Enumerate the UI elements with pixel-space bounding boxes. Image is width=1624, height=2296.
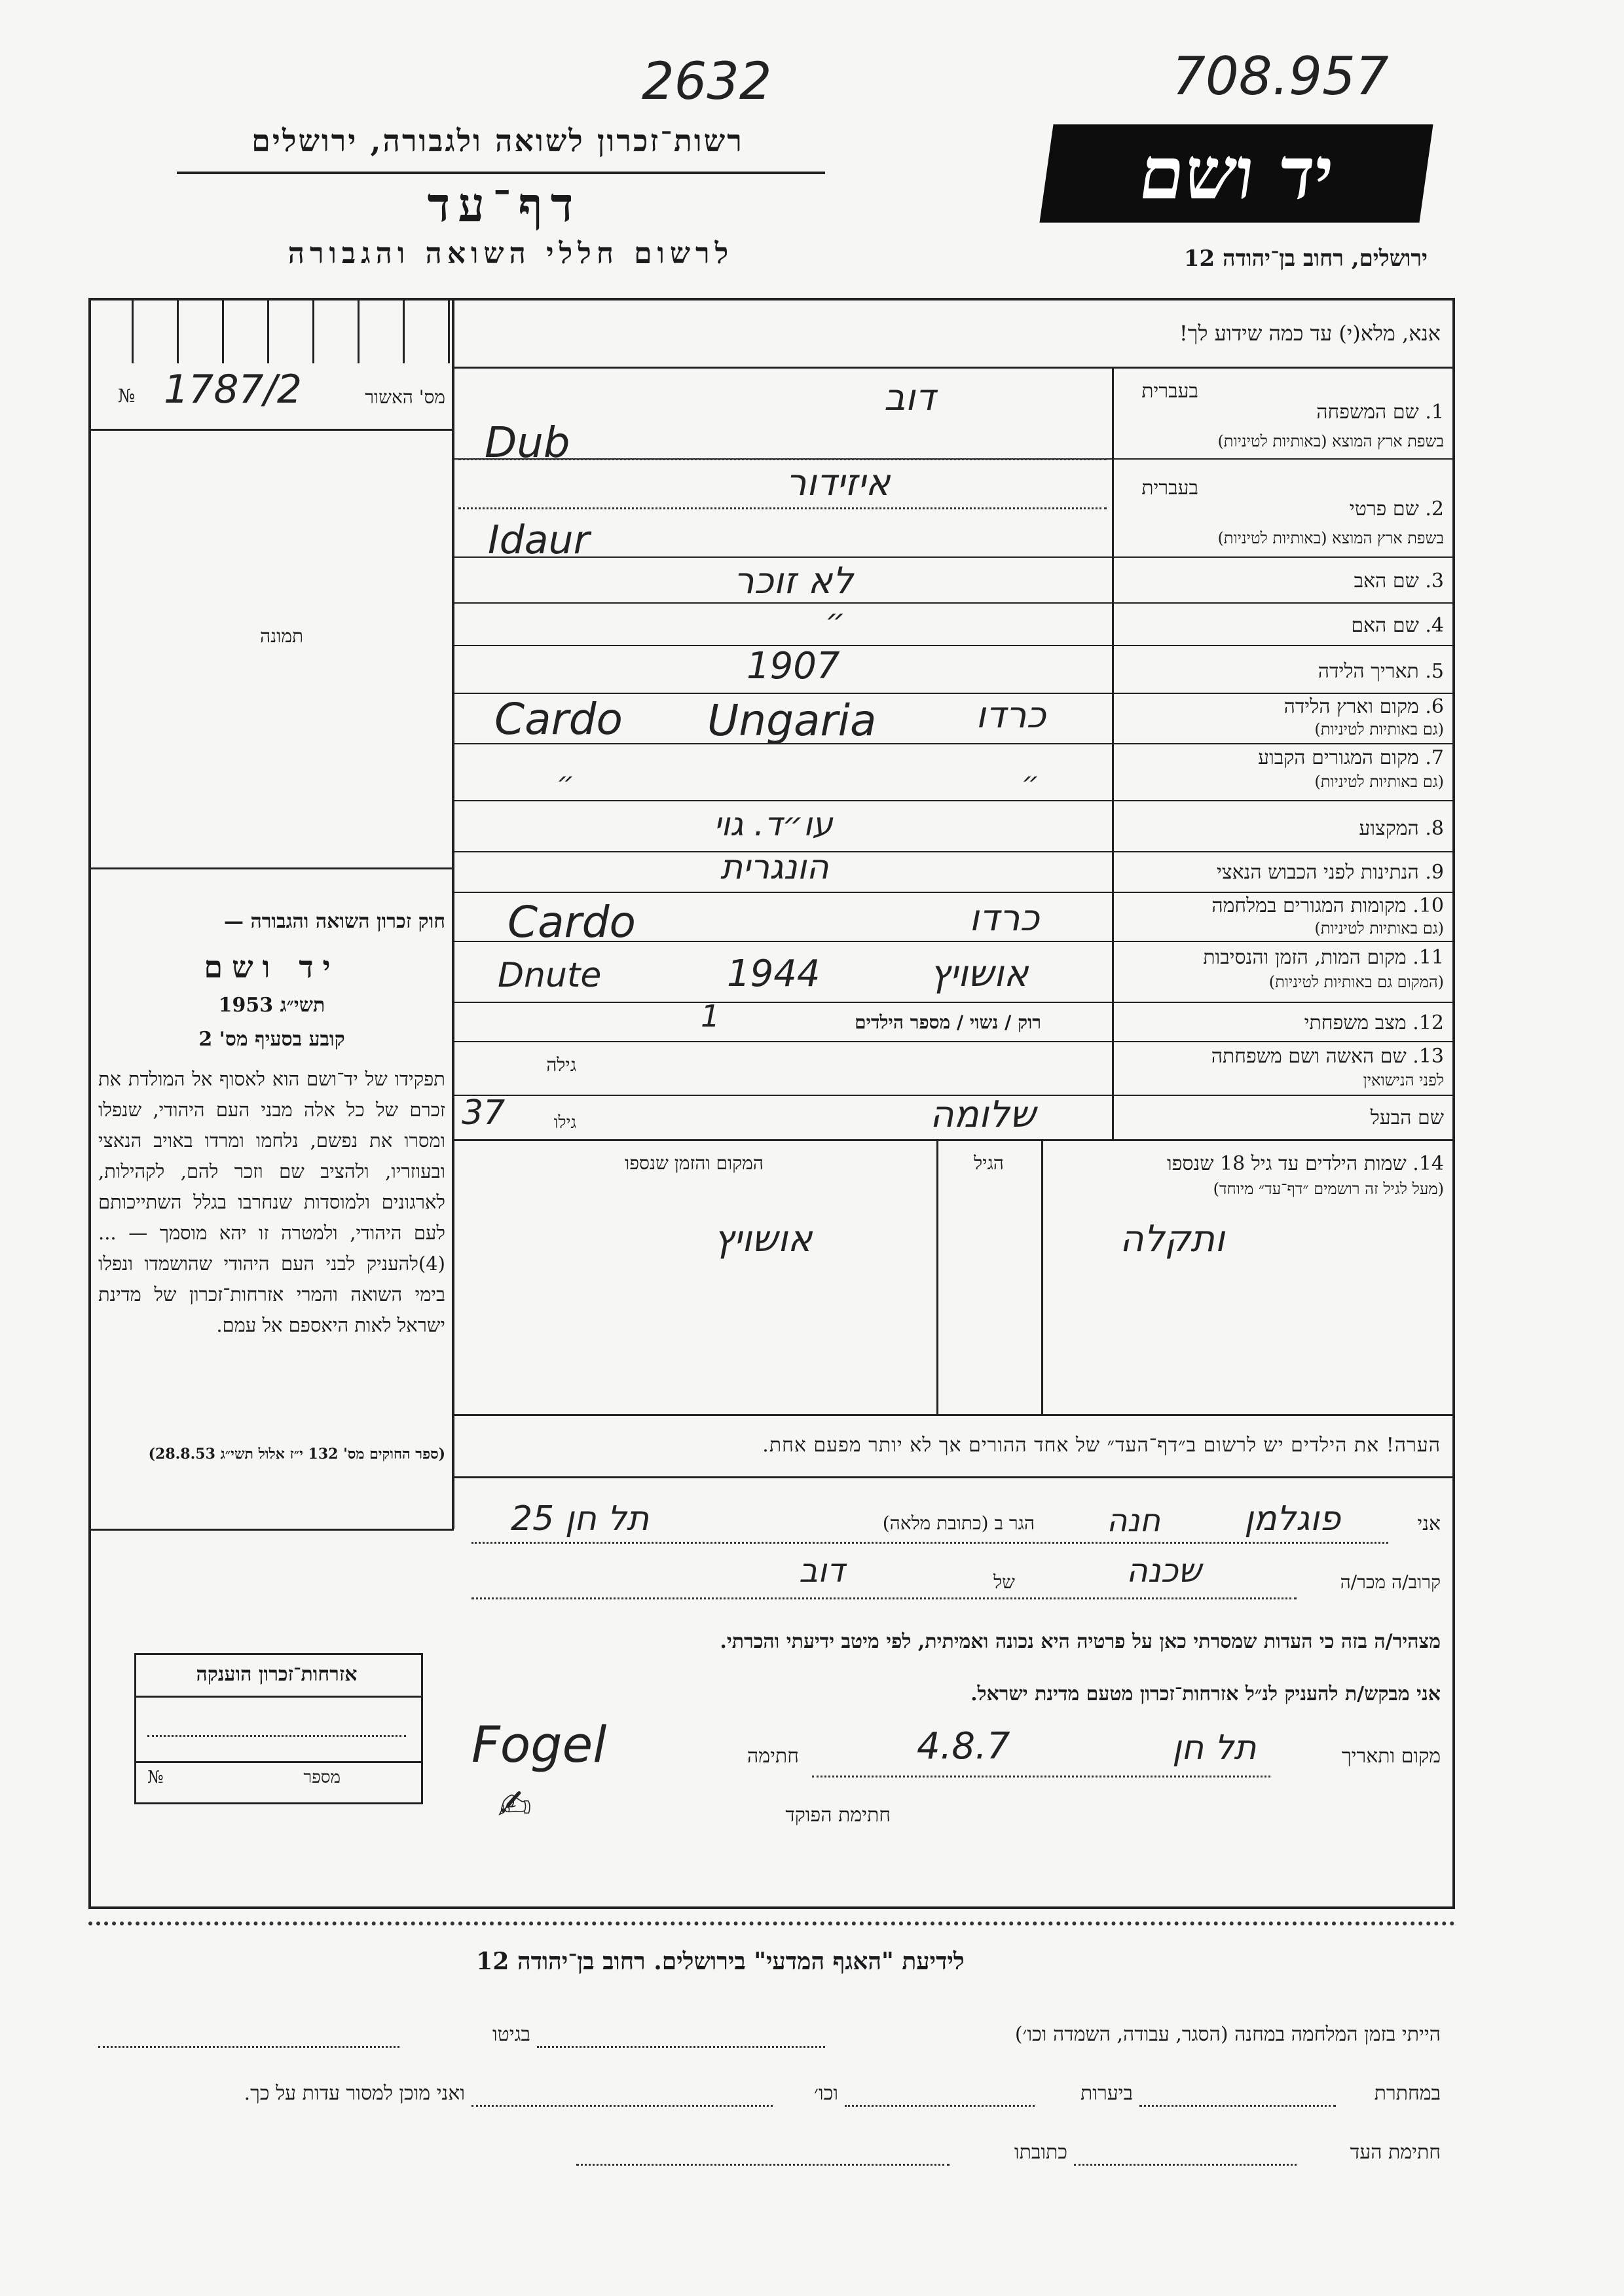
row-rule-11	[452, 1002, 1454, 1003]
row-rule-8	[452, 851, 1454, 852]
address-label: הגר ב (כתובת מלאה)	[882, 1512, 1035, 1534]
row3-label: שם האב	[1354, 570, 1419, 592]
row2-hebrew-tag: בעברית	[1141, 477, 1198, 500]
row-rule-12	[452, 1041, 1454, 1042]
row11-label: מקום המות, הזמן והנסיבות	[1203, 946, 1407, 969]
header-rule	[177, 172, 825, 174]
form-left-border	[88, 298, 91, 1908]
declaration-request: אני מבקש/ת להעניק לנ״ל אזרחות־זכרון מטעם מדינת ישראל.	[970, 1683, 1441, 1705]
certificate-title-rule	[134, 1696, 421, 1698]
left-column-bottom-rule	[88, 1529, 454, 1531]
row4-label-wrap	[1153, 614, 1444, 637]
row14-sub-label: (מעל לגיל זה רושמים ״דף־עד״ מיוחד)	[1213, 1180, 1444, 1198]
notice-underground-line	[1139, 2105, 1336, 2107]
row3-number: 3.	[1425, 570, 1444, 592]
law-body: תפקידו של יד־ושם הוא לאסוף אל המולדת את זכרם של כל אלה מבני העם היהודי, שנפלו ומסרו את נפשם, נלחמו ומרדו באויב הנאצי ובעוזריו, ולהציב שם וזכר להם, לקהילות, לארגונים ולמוסדות שנחרבו בגלל השתייכותם לעם היהודי, ולמטרה זו יהא מוסמך — ...(4)להעניק לבני העם היהודי שהושמדו ונפלו בימי השואה והמרי אזרחות־זכרון של מדינת ישראל לאות היאספם אל עמם.	[98, 1068, 445, 1336]
children-age-divider	[1041, 1139, 1043, 1414]
reference-number: 708.957	[1172, 46, 1389, 107]
row12-label: מצב משפחתי	[1304, 1011, 1407, 1034]
law-name: יד ושם	[204, 949, 340, 985]
row10-sub-label: (גם באותיות לטיניות)	[1314, 919, 1444, 938]
relation-value: שכנה	[1126, 1552, 1202, 1590]
wartime-residence-latin: Cardo	[507, 897, 636, 947]
row5-label-wrap	[1153, 660, 1444, 683]
marital-status-options: רוק / נשוי / מספר הילדים	[855, 1011, 1041, 1033]
form-right-border	[1452, 298, 1455, 1908]
officer-signature-label: חתימת הפוקד	[785, 1804, 891, 1827]
signature-value: Fogel	[471, 1715, 607, 1774]
declarant-surname: פוגלמן	[1244, 1499, 1341, 1539]
yad-vashem-logo: יד ושם	[1039, 124, 1433, 223]
declarant-prefix: אני	[1417, 1512, 1441, 1535]
birth-place-hebrew-value: כרדו	[976, 694, 1046, 737]
form-subtitle: לרשום חללי השואה והגבורה	[287, 237, 734, 270]
form-title: דף־עד	[427, 177, 581, 232]
mother-name-value: ״	[825, 602, 845, 639]
row1-sub-label: בשפת ארץ המוצא (באותיות לטיניות)	[1217, 432, 1444, 450]
certificate-title: אזרחות־זכרון הוענקה	[196, 1663, 358, 1686]
first-name-latin-value: Idaur	[488, 517, 590, 563]
notice-etc-line	[471, 2105, 773, 2107]
place-date-line	[812, 1776, 1270, 1777]
declaration-statement: מצהיר/ה בזה כי העדות שמסרתי כאן על פרטיה היא נכונה ואמיתית, לפי מיטב ידיעתי והכרתי.	[720, 1630, 1441, 1653]
approval-number-value: 1787/2	[164, 367, 303, 412]
form-bottom-border	[88, 1906, 1455, 1909]
declarant-line	[471, 1542, 1388, 1544]
photo-bottom-rule	[88, 867, 452, 869]
row8-label: המקצוע	[1359, 817, 1419, 840]
notice-underground-label: במחתרת	[1374, 2082, 1441, 2105]
residence-value-b: ״	[1022, 766, 1040, 798]
children-age-header: הגיל	[974, 1152, 1004, 1174]
residence-value-a: ״	[557, 766, 575, 798]
death-place-hebrew: אושויץ	[930, 953, 1029, 995]
row14-label-wrap	[1048, 1152, 1444, 1175]
row14-label: שמות הילדים עד גיל 18 שנספו	[1167, 1152, 1407, 1175]
certificate-number-rule	[134, 1761, 421, 1763]
row1-label-wrap	[1198, 401, 1444, 424]
notice-willing-text: ואני מוכן למסור עדות על כך.	[244, 2082, 465, 2105]
row13-number: 13.	[1412, 1045, 1444, 1068]
row-rule-3	[452, 602, 1454, 604]
note-bottom-rule	[452, 1476, 1454, 1478]
notice-title: לידיעת "האגף המדעי" בירושלים. רחוב בן־יהודה 12	[476, 1948, 965, 1975]
row7-number: 7.	[1425, 746, 1444, 769]
row6-number: 6.	[1425, 695, 1444, 718]
row-rule-14	[452, 1139, 1454, 1141]
place-value: תל חן	[1172, 1728, 1257, 1768]
birth-date-value: 1907	[747, 645, 840, 687]
child-name-value: ותקלה	[1120, 1218, 1225, 1260]
husband-age-value: 37	[462, 1093, 506, 1133]
bottom-section-dotted-rule	[88, 1922, 1455, 1925]
row10-label: מקומות המגורים במלחמה	[1211, 894, 1407, 917]
row7-label: מקום המגורים הקבוע	[1258, 746, 1419, 769]
row8-label-wrap	[1153, 817, 1444, 840]
notice-forests-line	[845, 2105, 1035, 2107]
row12-label-wrap	[1116, 1011, 1444, 1034]
surname-latin-value: Dub	[485, 419, 570, 467]
notice-witness-signature-label: חתימת העד	[1350, 2141, 1441, 2164]
nationality-value: הונגרית	[720, 848, 829, 887]
row8-number: 8.	[1425, 817, 1444, 840]
row14-number: 14.	[1412, 1152, 1444, 1175]
row6-sub-label: (גם באותיות לטיניות)	[1314, 720, 1444, 738]
row10-number: 10.	[1412, 894, 1444, 917]
relation-line	[471, 1597, 1297, 1599]
row1-hebrew-tag: בעברית	[1141, 380, 1198, 403]
row1-label: שם המשפחה	[1316, 401, 1419, 424]
children-name-divider	[936, 1139, 938, 1414]
law-citation: (ספר החוקים מס' 132 י״ז אלול תשי״ג 28.8.53)	[148, 1446, 445, 1463]
declarant-address: תל חן 25	[511, 1499, 650, 1539]
law-section: קובע בסעיף מס' 2	[198, 1028, 345, 1051]
row10-label-wrap	[1116, 894, 1444, 917]
intro-rule	[452, 367, 1454, 369]
left-column-divider	[452, 298, 454, 1529]
row-rule-9	[452, 892, 1454, 893]
notice-address-label: כתובתו	[1014, 2141, 1067, 2164]
header-address: ירושלים, רחוב בן־יהודה 12	[1183, 246, 1428, 272]
row3-label-wrap	[1153, 570, 1444, 592]
row11-sub-label: (המקום גם באותיות לטיניות)	[1268, 973, 1444, 991]
row1-number: 1.	[1425, 401, 1444, 424]
child-place-value: אושויץ	[714, 1218, 813, 1260]
label-column-divider	[1112, 367, 1114, 1139]
children-count-value: 1	[701, 998, 720, 1034]
row9-number: 9.	[1425, 861, 1444, 884]
row6-label: מקום וארץ הלידה	[1283, 695, 1419, 718]
row5-number: 5.	[1425, 660, 1444, 683]
photo-label: תמונה	[259, 625, 304, 647]
husband-label: שם הבעל	[1370, 1106, 1444, 1129]
father-name-value: לא זוכר	[733, 560, 853, 602]
row1-latin-line	[458, 507, 1107, 509]
husband-age-label: גילו	[553, 1113, 576, 1133]
husband-name-value: שלומה	[930, 1093, 1036, 1136]
relation-of-value: דוב	[799, 1552, 845, 1590]
relation-label: קרוב/ה מכר/ה	[1340, 1571, 1441, 1593]
notice-forests-label: ביערות	[1080, 2082, 1133, 2105]
notice-ghetto-label: בגיטו	[492, 2023, 530, 2046]
certificate-number-label: מספר	[303, 1768, 341, 1787]
surname-hebrew-value: דוב	[884, 376, 936, 419]
approval-tick-marks	[88, 298, 452, 363]
signature-label: חתימה	[747, 1745, 799, 1768]
row11-label-wrap	[1116, 946, 1444, 969]
row-rule-4	[452, 645, 1454, 646]
file-number: 2632	[642, 52, 772, 111]
relation-of-label: של	[993, 1571, 1015, 1593]
certificate-number-mark: №	[147, 1768, 164, 1787]
profession-value: עו״ד. גוי	[714, 805, 833, 843]
row4-number: 4.	[1425, 614, 1444, 637]
row9-label: הנתינות לפני הכבוש הנאצי	[1217, 861, 1419, 884]
wife-age-label: גילה	[546, 1054, 576, 1076]
notice-camp-text: הייתי בזמן המלחמה במחנה (הסגר, עבודה, השמדה וכו׳)	[1014, 2023, 1441, 2046]
row2-label-wrap	[1198, 498, 1444, 520]
authority-title: רשות־זכרון לשואה ולגבורה, ירושלים	[251, 123, 744, 158]
first-name-hebrew-value: איזידור	[786, 462, 891, 504]
notice-ghetto-line	[98, 2046, 399, 2048]
row9-label-wrap	[1116, 861, 1444, 884]
row2-number: 2.	[1425, 498, 1444, 520]
date-value: 4.8.7	[917, 1725, 1010, 1768]
row13-label: שם האשה ושם משפחתה	[1211, 1045, 1407, 1068]
birth-place-value: Cardo	[494, 694, 623, 744]
declarant-first-name: חנה	[1107, 1503, 1160, 1539]
children-note: הערה! את הילדים יש לרשום ב״דף־העד״ של אחד ההורים אך לא יותר מפעם אחת.	[762, 1434, 1441, 1457]
law-year: תשי״ג 1953	[218, 994, 325, 1017]
officer-signature-mark: ✍	[498, 1781, 532, 1829]
row12-number: 12.	[1412, 1011, 1444, 1034]
children-place-header: המקום והזמן שנספו	[625, 1152, 764, 1174]
row-rule-7	[452, 800, 1454, 801]
notice-address-line	[576, 2164, 950, 2166]
death-place-latin: Dnute	[498, 956, 602, 995]
notice-etc-label: וכו׳	[814, 2082, 838, 2105]
row7-sub-label: (גם באותיות לטיניות)	[1314, 773, 1444, 791]
certificate-line	[147, 1735, 406, 1737]
row11-number: 11.	[1412, 946, 1444, 969]
row4-label: שם האם	[1351, 614, 1419, 637]
wartime-residence-hebrew: כרדו	[969, 897, 1040, 939]
row5-label: תאריך הלידה	[1318, 660, 1419, 683]
death-year-value: 1944	[727, 953, 821, 995]
row2-sub-label: בשפת ארץ המוצא (באותיות לטיניות)	[1217, 529, 1444, 547]
row2-label: שם פרטי	[1349, 498, 1419, 520]
row7-label-wrap	[1153, 746, 1444, 769]
row-rule-2	[452, 556, 1454, 558]
form-intro: אנא, מלא(י) עד כמה שידוע לך!	[1179, 321, 1441, 346]
row13-label-wrap	[1116, 1045, 1444, 1068]
row13-sub-label: לפני הנישואין	[1363, 1071, 1444, 1089]
approval-rule	[88, 429, 452, 431]
law-title: חוק זכרון השואה והגבורה —	[224, 910, 445, 933]
place-date-label: מקום ותאריך	[1341, 1745, 1441, 1768]
approval-number-label: מס' האשור	[365, 386, 445, 408]
notice-camp-line	[537, 2046, 825, 2048]
approval-number-mark: №	[118, 385, 136, 407]
notice-witness-signature-line	[1074, 2164, 1297, 2166]
children-bottom-rule	[452, 1414, 1454, 1416]
birth-country-value: Ungaria	[707, 695, 877, 746]
row6-label-wrap	[1153, 695, 1444, 718]
